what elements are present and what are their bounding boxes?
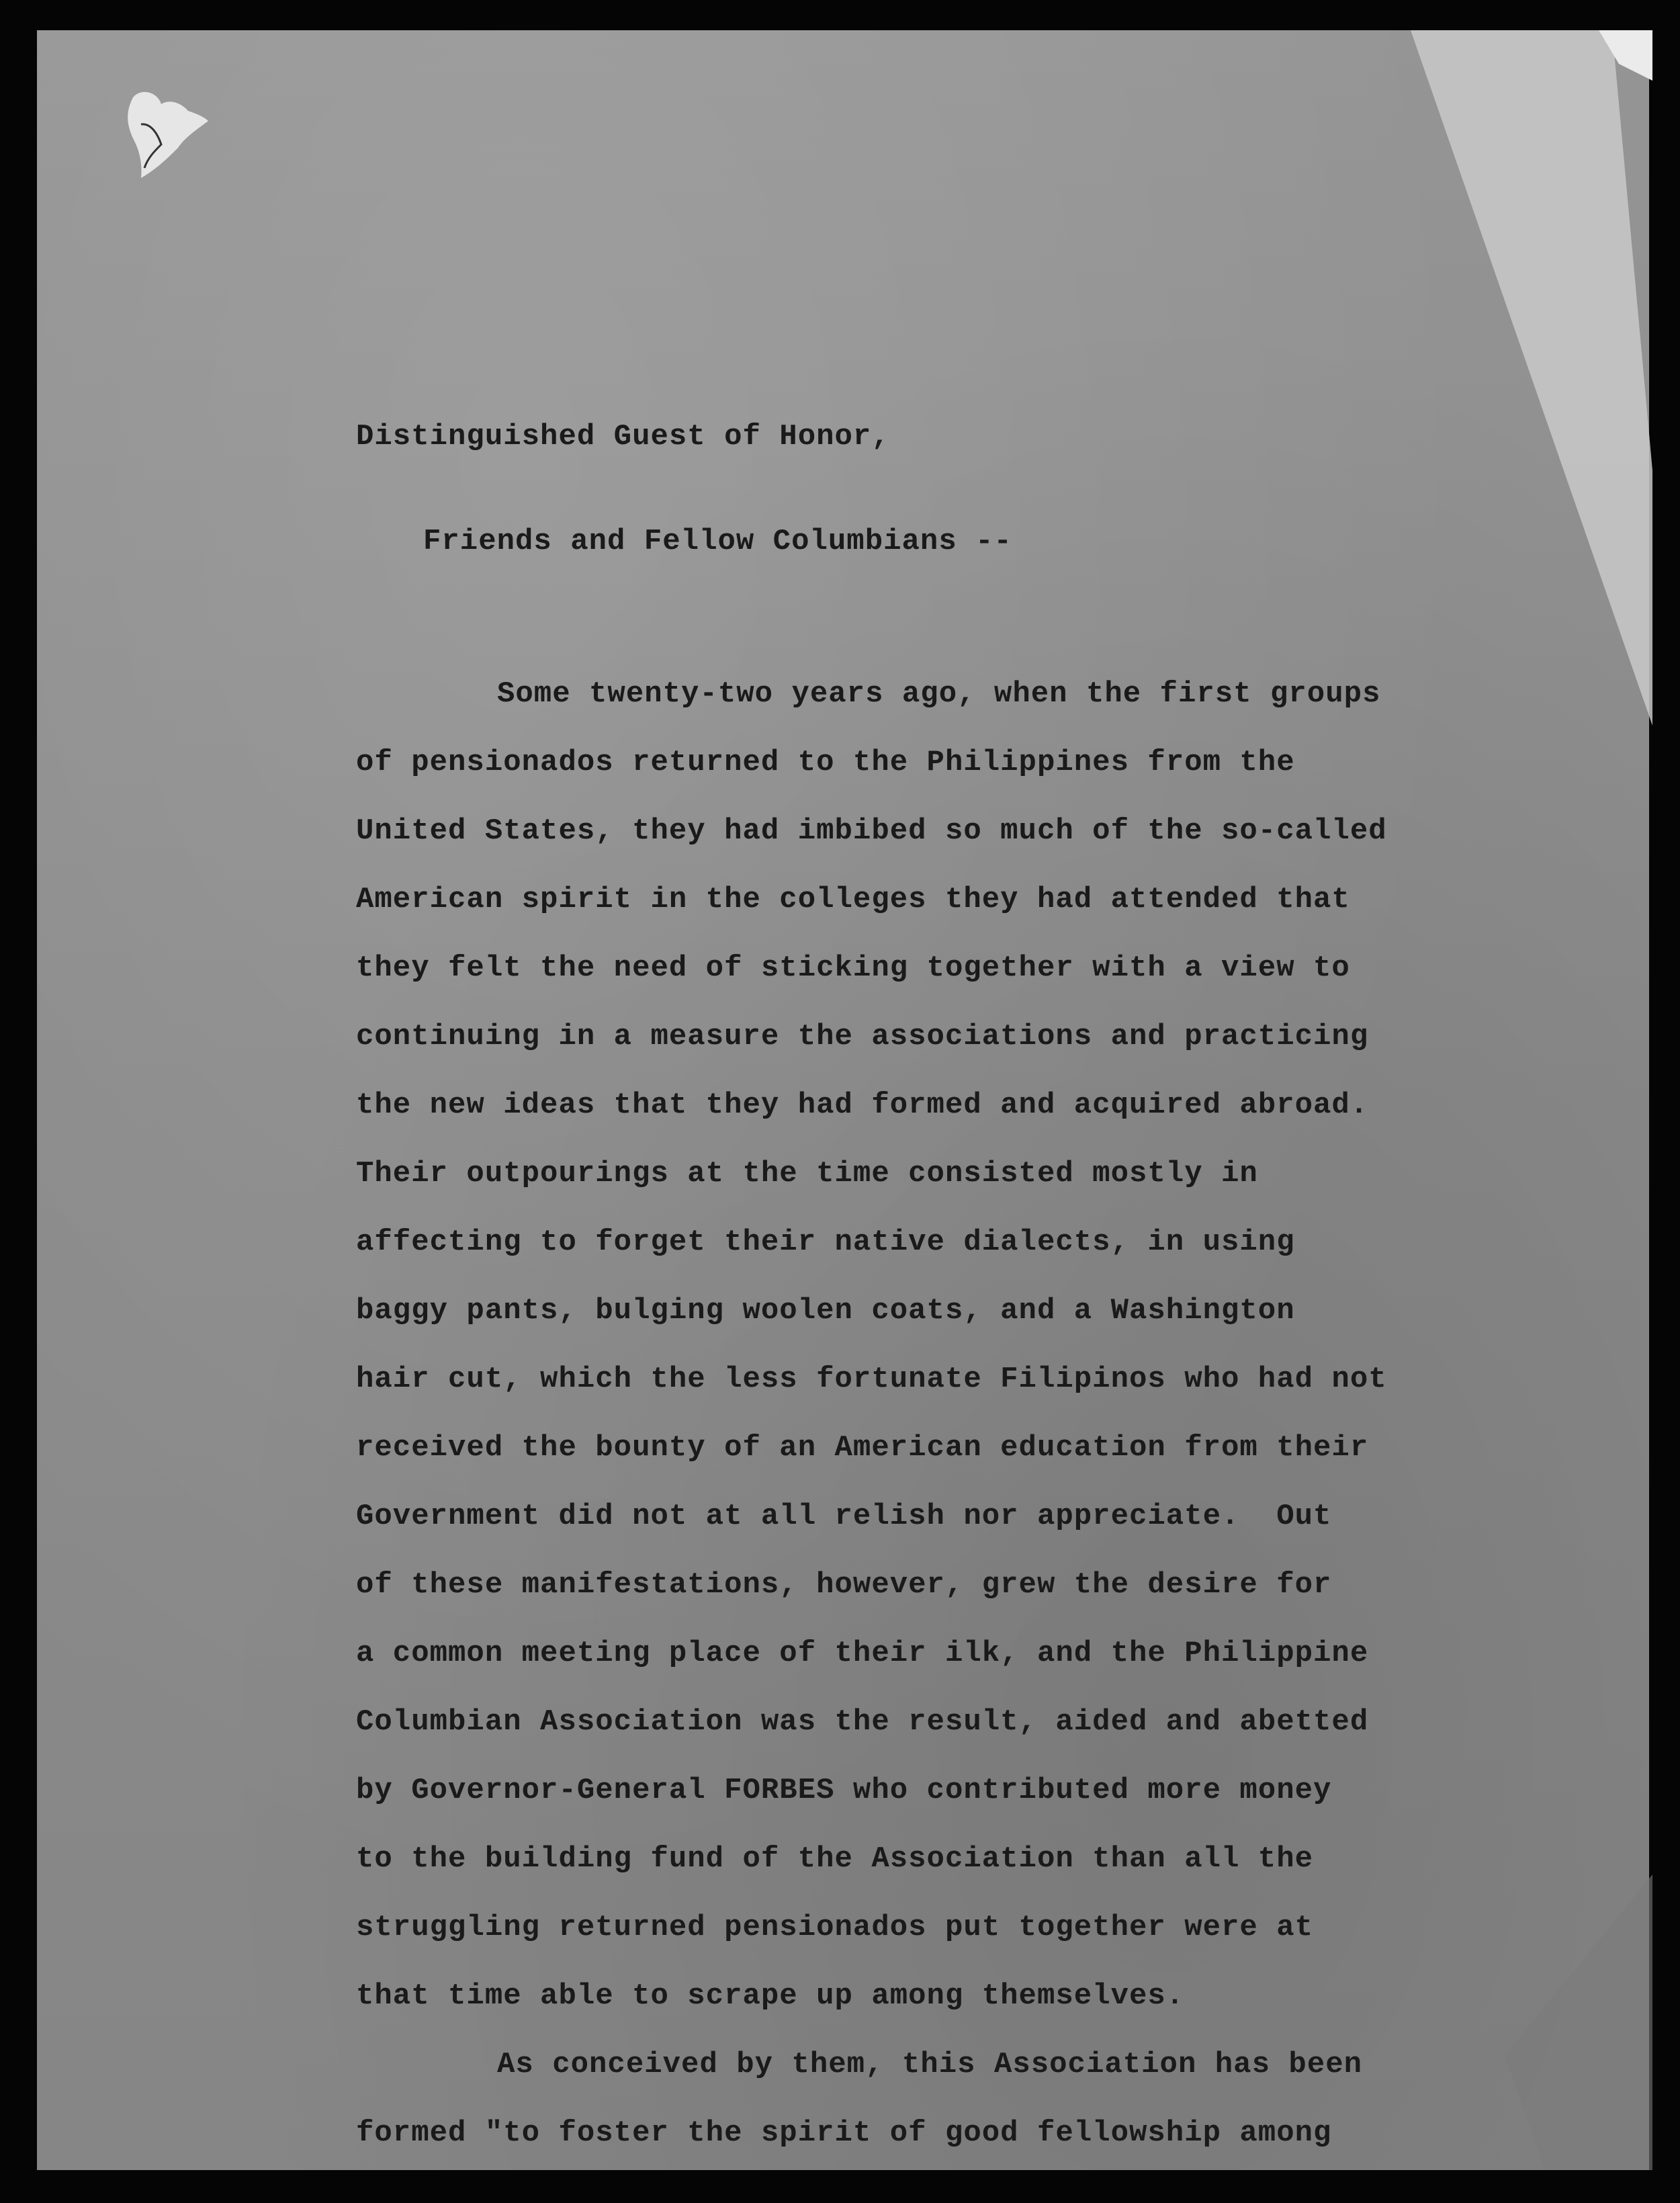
text-line: to the building fund of the Association than all the bbox=[356, 1842, 1314, 1876]
text-line: struggling returned pensionados put together were at bbox=[356, 1911, 1314, 1944]
paper-tear bbox=[121, 84, 222, 185]
text-line: Some twenty-two years ago, when the first groups bbox=[497, 677, 1381, 711]
text-line: Columbian Association was the result, aided and abetted bbox=[356, 1705, 1369, 1739]
text-line: the new ideas that they had formed and acquired abroad. bbox=[356, 1088, 1369, 1122]
text-line: continuing in a measure the associations and practicing bbox=[356, 1020, 1369, 1053]
text-line: affecting to forget their native dialects, in using bbox=[356, 1225, 1295, 1259]
text-line: by Governor-General FORBES who contributed more money bbox=[356, 1774, 1332, 1807]
text-line: United States, they had imbibed so much of the so-called bbox=[356, 814, 1387, 848]
salutation-line-2: Friends and Fellow Columbians -- bbox=[423, 525, 1012, 558]
text-line: received the bounty of an American education from their bbox=[356, 1431, 1369, 1465]
text-line: Their outpourings at the time consisted mostly in bbox=[356, 1157, 1258, 1191]
text-line: they felt the need of sticking together with a view to bbox=[356, 951, 1350, 985]
salutation bbox=[356, 349, 1565, 629]
text-line: a common meeting place of their ilk, and the Philippine bbox=[356, 1637, 1369, 1670]
text-line: hair cut, which the less fortunate Filipinos who had not bbox=[356, 1363, 1387, 1396]
text-line: formed "to foster the spirit of good fellowship among bbox=[356, 2116, 1332, 2150]
text-line: baggy pants, bulging woolen coats, and a Washington bbox=[356, 1294, 1295, 1328]
text-line: of pensionados returned to the Philippines from the bbox=[356, 746, 1295, 779]
typescript-page bbox=[356, 349, 1565, 2167]
text-line: As conceived by them, this Association has been bbox=[497, 2048, 1363, 2081]
text-line: that time able to scrape up among themselves. bbox=[356, 1979, 1185, 2013]
text-line: Government did not at all relish nor appreciate. Out bbox=[356, 1500, 1332, 1533]
text-line: American spirit in the colleges they had attended that bbox=[356, 883, 1350, 916]
text-line: of these manifestations, however, grew the desire for bbox=[356, 1568, 1332, 1602]
body-text bbox=[356, 660, 1565, 2167]
salutation-line-1: Distinguished Guest of Honor, bbox=[356, 420, 890, 453]
